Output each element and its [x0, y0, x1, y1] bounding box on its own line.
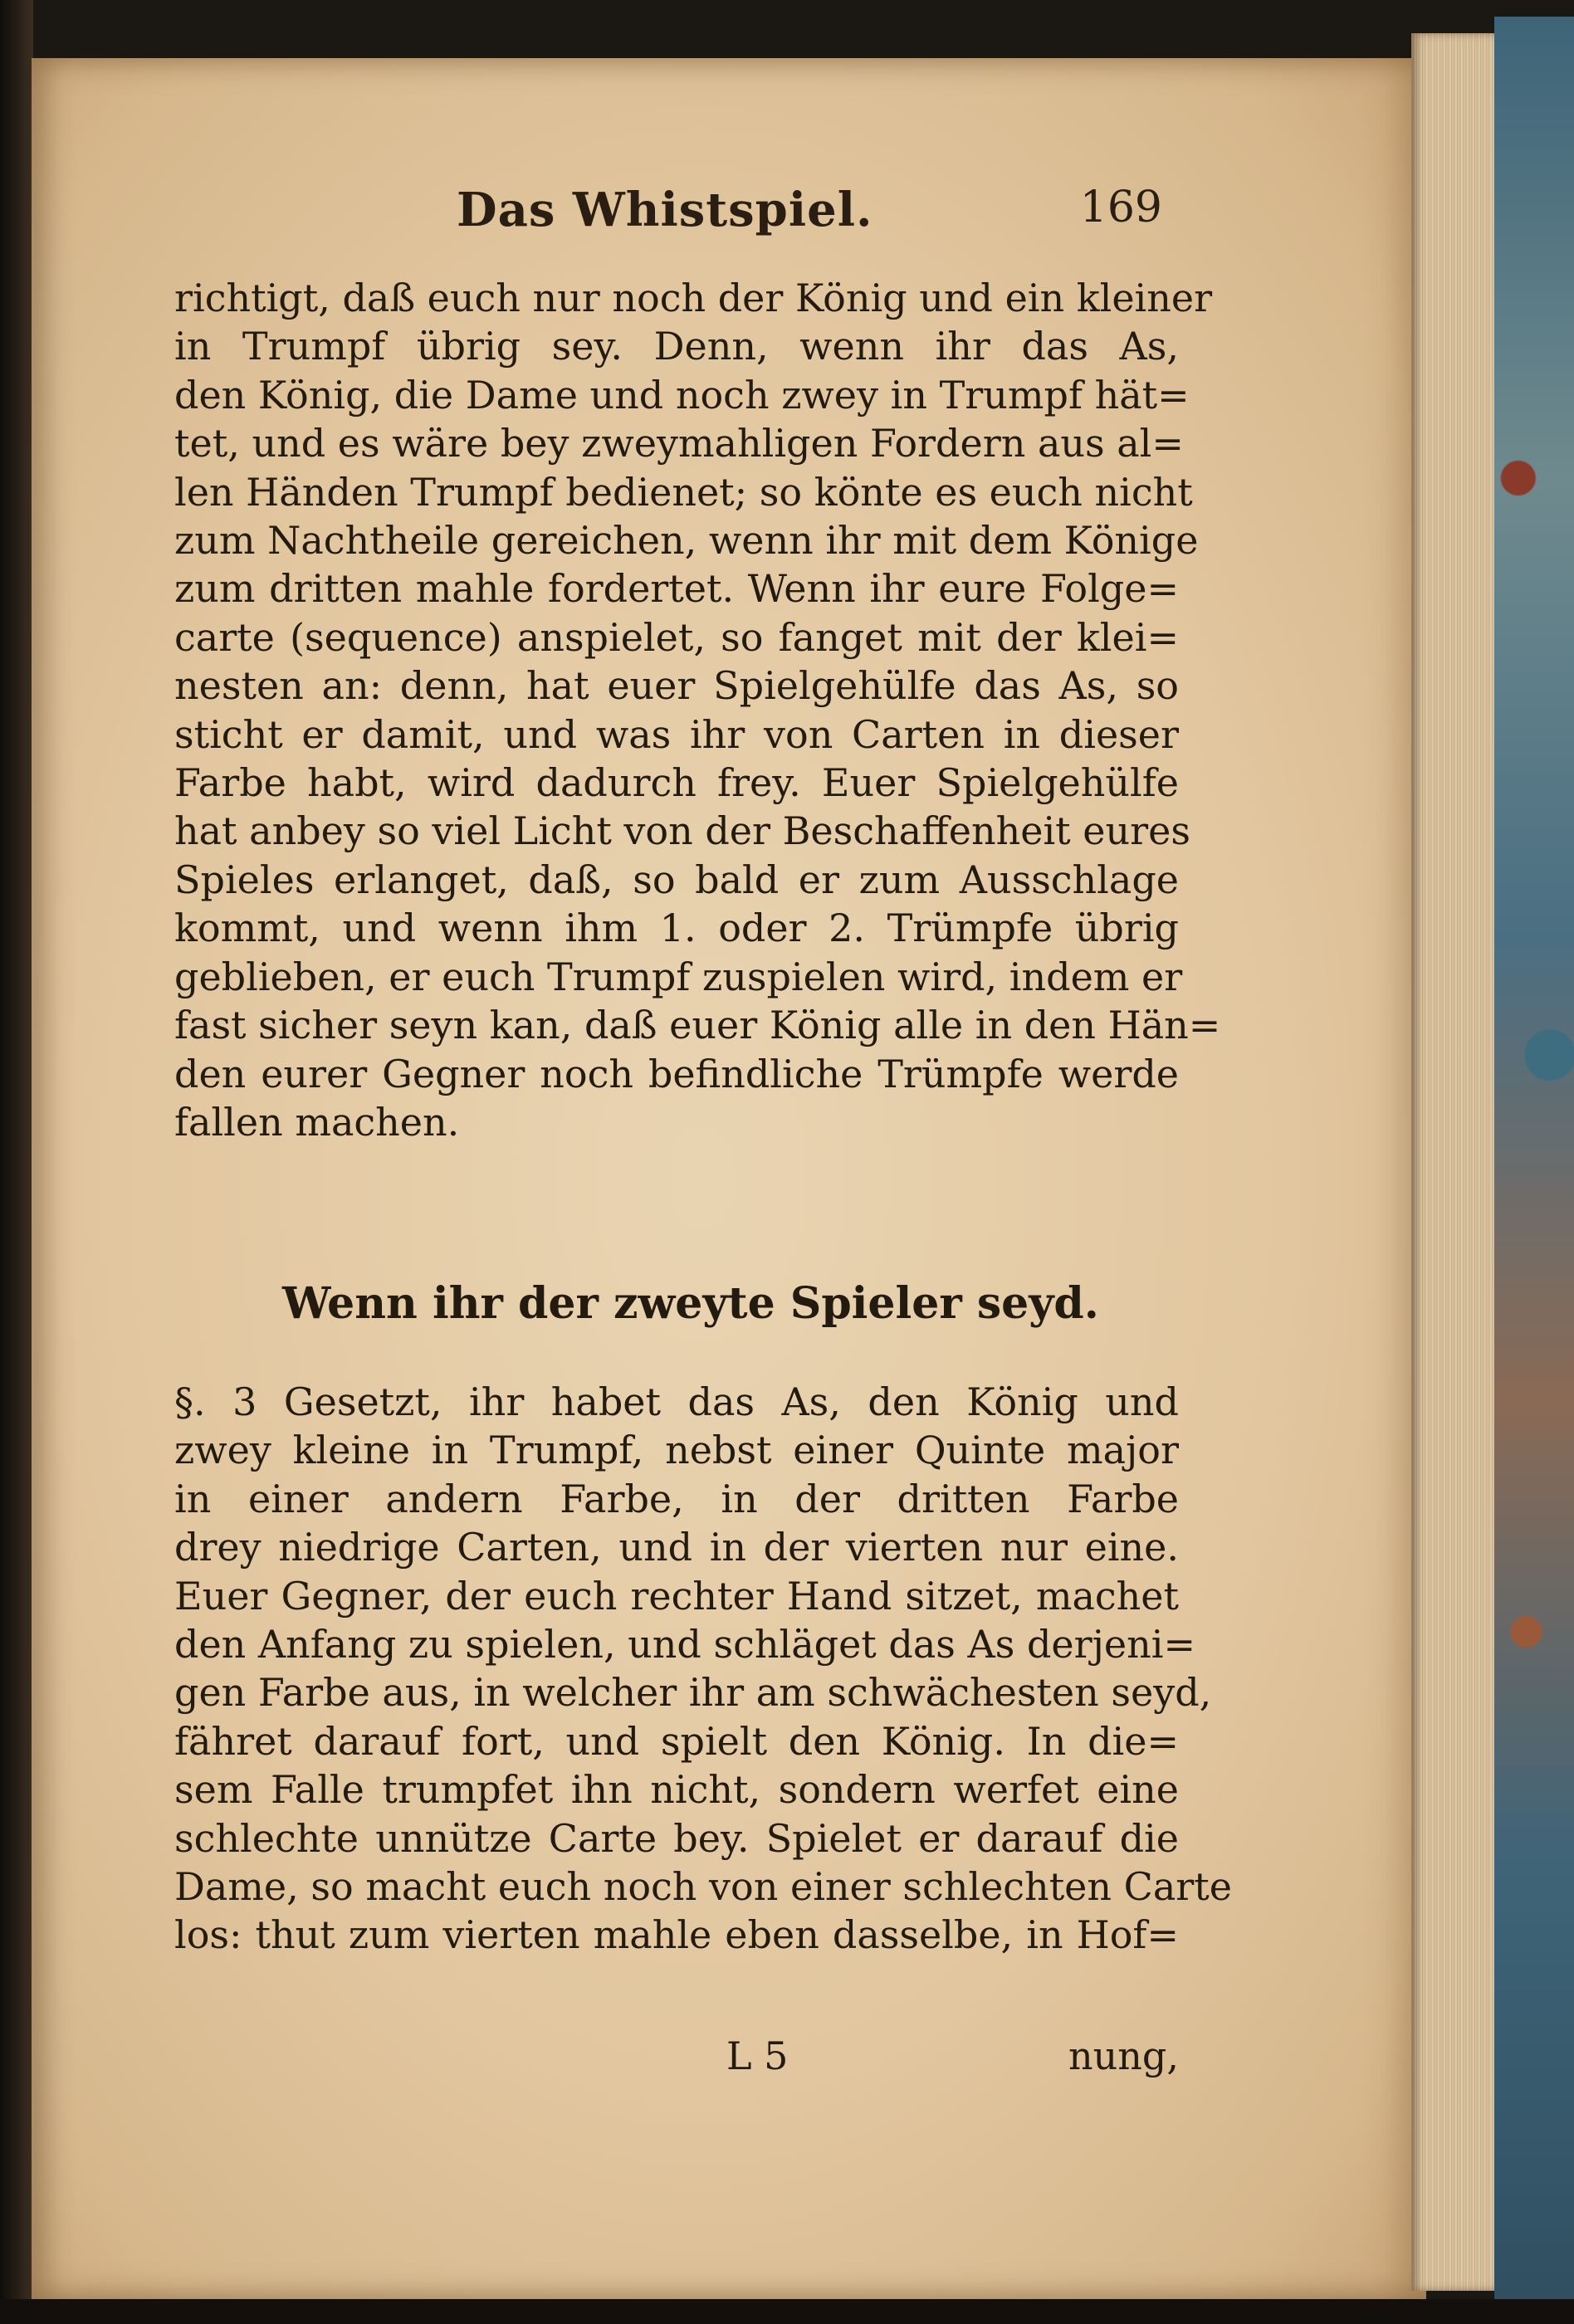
background-band — [0, 2299, 1574, 2324]
text-line: Spieles erlanget, daß, so bald er zum Ausschlage — [174, 857, 1179, 902]
text-line: zum dritten mahle fordertet. Wenn ihr eure Folge= — [174, 566, 1179, 612]
signature-mark: L 5 — [726, 2034, 789, 2078]
text-line: sticht er damit, und was ihr von Carten in dieser — [174, 711, 1179, 757]
text-line: gen Farbe aus, in welcher ihr am schwächesten seyd, — [174, 1670, 1212, 1716]
page-block-edges — [1411, 33, 1503, 2291]
text-line: den Anfang zu spielen, und schläget das As derjeni= — [174, 1622, 1195, 1667]
text-line: drey niedrige Carten, und in der vierten nur eine. — [174, 1525, 1179, 1570]
running-title: Das Whistspiel. — [457, 183, 873, 237]
text-line: Dame, so macht euch noch von einer schlechten Carte — [174, 1864, 1232, 1910]
text-line: sem Falle trumpfet ihn nicht, sondern werfet eine — [174, 1767, 1179, 1813]
text-line: hat anbey so viel Licht von der Beschaffenheit eures — [174, 808, 1190, 854]
paragraph-2 — [174, 1378, 1232, 1960]
marbled-cover — [1494, 17, 1574, 2324]
text-line: los: thut zum vierten mahle eben dasselbe, in Hof= — [174, 1912, 1179, 1958]
text-line: Farbe habt, wird dadurch frey. Euer Spielgehülfe — [174, 760, 1179, 806]
text-line: in einer andern Farbe, in der dritten Farbe — [174, 1476, 1179, 1521]
text-line: kommt, und wenn ihm 1. oder 2. Trümpfe übrig — [174, 906, 1179, 951]
text-line: richtigt, daß euch nur noch der König und ein kleiner — [174, 276, 1213, 320]
text-line: fast sicher seyn kan, daß euer König alle in den Hän= — [174, 1003, 1221, 1048]
text-line: tet, und es wäre bey zweymahligen Fordern aus al= — [174, 421, 1184, 466]
text-line: den König, die Dame und noch zwey in Trumpf hät= — [174, 372, 1190, 417]
text-line: nesten an: denn, hat euer Spielgehülfe das As, so — [174, 663, 1179, 709]
text-line: geblieben, er euch Trumpf zuspielen wird, indem er — [174, 954, 1183, 999]
text-line: fähret darauf fort, und spielt den König. In die= — [174, 1718, 1179, 1764]
paragraph-1 — [174, 274, 1221, 1146]
page-header — [166, 183, 1162, 257]
text-line: zwey kleine in Trumpf, nebst einer Quinte major — [174, 1428, 1179, 1473]
text-line: in Trumpf übrig sey. Denn, wenn ihr das As, — [174, 324, 1179, 369]
catchword: nung, — [1068, 2034, 1179, 2078]
page-number: 169 — [1079, 183, 1162, 232]
page-footer — [174, 2034, 1179, 2092]
text-line: §. 3 Gesetzt, ihr habet das As, den König und — [174, 1379, 1179, 1424]
text-line: Euer Gegner, der euch rechter Hand sitzet, machet — [174, 1573, 1179, 1618]
text-line: den eurer Gegner noch befindliche Trümpfe werde — [174, 1051, 1179, 1096]
text-line: schlechte unnütze Carte bey. Spielet er darauf die — [174, 1815, 1179, 1861]
book-cover-edge — [0, 0, 33, 2324]
text-line: carte (sequence) anspielet, so fanget mit der klei= — [174, 614, 1179, 660]
text-line: len Händen Trumpf bedienet; so könte es euch nicht — [174, 469, 1193, 515]
section-heading: Wenn ihr der zweyte Spieler seyd. — [282, 1278, 1099, 1329]
text-line: zum Nachtheile gereichen, wenn ihr mit dem Könige — [174, 518, 1199, 564]
text-line: fallen machen. — [174, 1099, 460, 1145]
